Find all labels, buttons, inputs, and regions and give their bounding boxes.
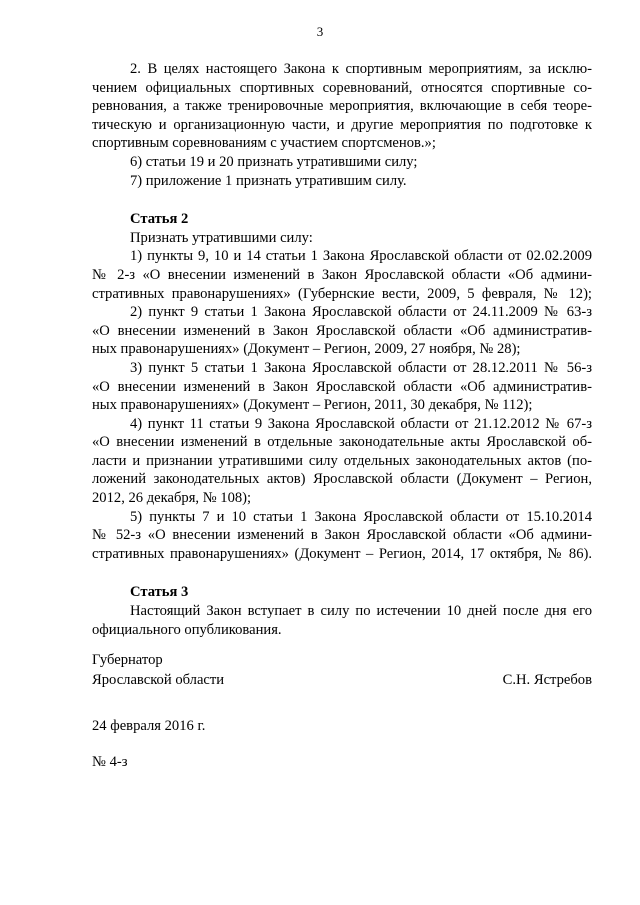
signature-name: С.Н. Ястребов xyxy=(502,672,592,688)
section-end-line: тическую и организационную части, и другие мероприятия по подготовке к xyxy=(92,116,592,133)
article-3-body xyxy=(92,602,592,639)
article-3-line: официального опубликования. xyxy=(92,621,282,638)
signature-title-line-1: Губернатор xyxy=(92,652,163,668)
article-2-line: 3) пункт 5 статьи 1 Закона Ярославской области от 28.12.2011 № 56-з xyxy=(130,359,592,376)
article-2-line: ласти и признании утратившими силу отдельных законодательных актов (по- xyxy=(92,452,592,469)
page-number: 3 xyxy=(316,24,324,39)
article-2-line: Признать утратившими силу: xyxy=(130,229,313,246)
article-2-line: № 2-з «О внесении изменений в Закон Ярославской области «Об админи- xyxy=(92,266,592,283)
article-2-line: 5) пункты 7 и 10 статьи 1 Закона Ярославской области от 15.10.2014 xyxy=(130,508,592,525)
article-2-line: стративных правонарушениях» (Документ – Регион, 2014, 17 октября, № 86). xyxy=(92,545,592,562)
article-2-line: 4) пункт 11 статьи 9 Закона Ярославской области от 21.12.2012 № 67-з xyxy=(130,415,592,432)
article-2-line: «О внесении изменений в Закон Ярославской области «Об административ- xyxy=(92,322,592,339)
article-2-line: стративных правонарушениях» (Губернские вести, 2009, 5 февраля, № 12); xyxy=(92,285,592,302)
article-2-line: 2) пункт 9 статьи 1 Закона Ярославской области от 24.11.2009 № 63-з xyxy=(130,304,592,321)
signature-block xyxy=(92,650,592,690)
article-3-heading: Статья 3 xyxy=(130,584,189,601)
section-end-line: 7) приложение 1 признать утратившим силу. xyxy=(130,172,407,189)
law-number: № 4-з xyxy=(92,754,128,770)
signature-title-line-2: Ярославской области xyxy=(92,672,225,688)
article-2-line: 2012, 26 декабря, № 108); xyxy=(92,490,252,507)
section-end-line: спортивным соревнованиям с участием спортсменов.»; xyxy=(92,135,436,152)
law-date: 24 февраля 2016 г. xyxy=(92,718,206,734)
article-2-line: № 52-з «О внесении изменений в Закон Ярославской области «Об админи- xyxy=(92,527,592,544)
article-2-line: ных правонарушениях» (Документ – Регион, 2011, 30 декабря, № 112); xyxy=(92,397,533,414)
article-2-line: ных правонарушениях» (Документ – Регион, 2009, 27 ноября, № 28); xyxy=(92,341,521,358)
article-2-body xyxy=(92,229,592,564)
article-2-heading: Статья 2 xyxy=(130,211,189,228)
article-2-line: 1) пункты 9, 10 и 14 статьи 1 Закона Ярославской области от 02.02.2009 xyxy=(130,248,592,265)
article-3-line: Настоящий Закон вступает в силу по истечении 10 дней после дня его xyxy=(130,603,592,620)
article-2-line: ложений законодательных актов) Ярославской области (Документ – Регион, xyxy=(92,471,592,488)
article-2-line: «О внесении изменений в Закон Ярославской области «Об административ- xyxy=(92,378,592,395)
article-2-line: «О внесении изменений в отдельные законодательные акты Ярославской об- xyxy=(92,434,592,451)
section-end-line: чением официальных спортивных соревнований, относятся спортивные со- xyxy=(92,79,592,96)
section-end xyxy=(92,60,592,190)
document-body xyxy=(92,60,592,639)
section-end-line: 6) статьи 19 и 20 признать утратившими силу; xyxy=(130,153,418,170)
section-end-line: 2. В целях настоящего Закона к спортивным мероприятиям, за исклю- xyxy=(130,61,592,77)
section-end-line: ревнования, а также тренировочные мероприятия, включающие в себя теоре- xyxy=(92,98,592,115)
